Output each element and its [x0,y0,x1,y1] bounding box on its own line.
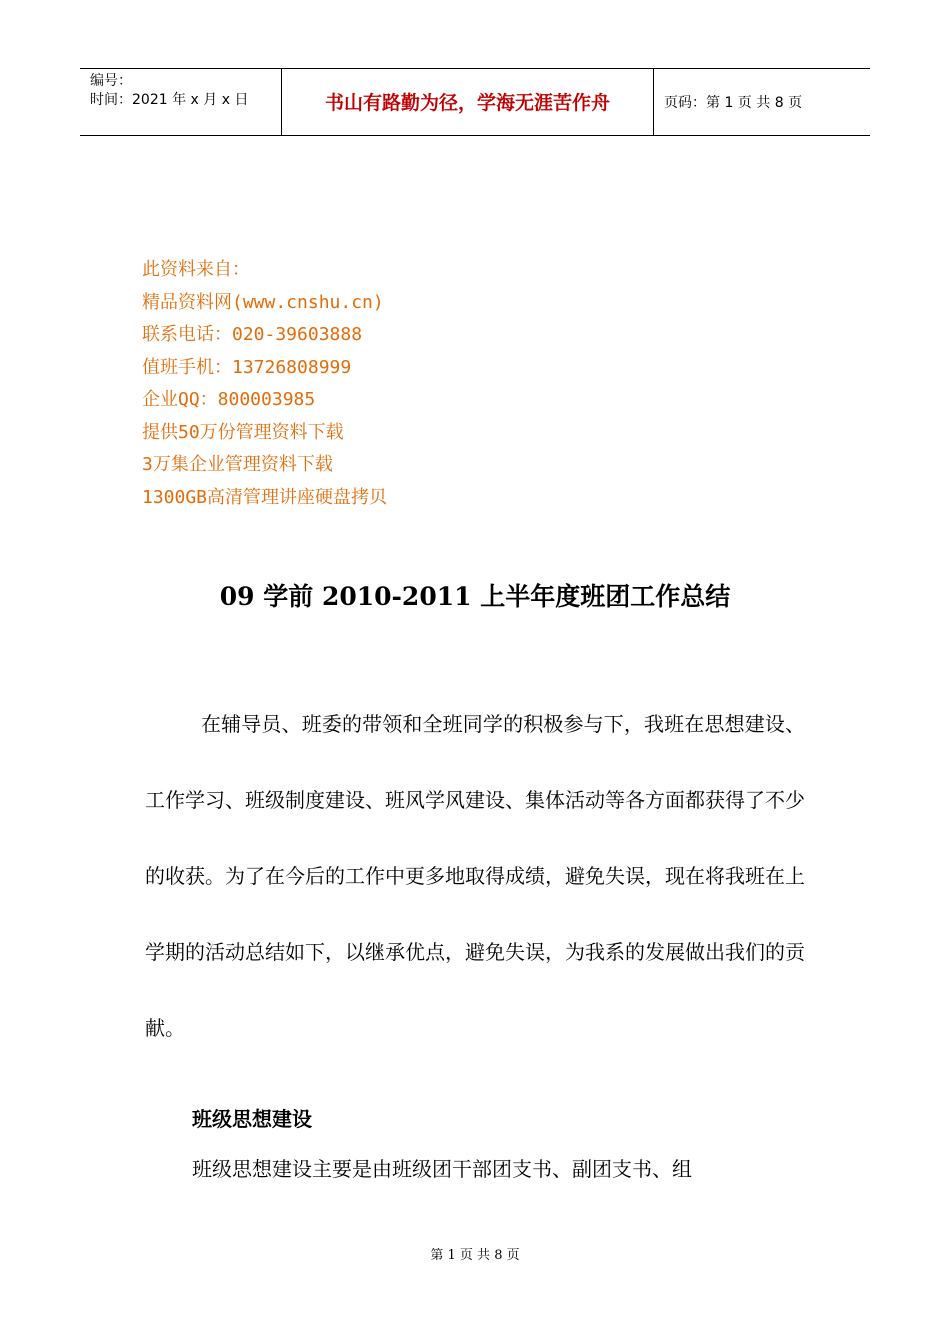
section-heading: 班级思想建设 [192,1107,312,1131]
source-website-line: 精品资料网(www.cnshu.cn) [142,291,384,313]
source-line: 此资料来自： [142,259,250,280]
page-footer: 第 1 页 共 8 页 [430,1248,520,1263]
source-mobile-line: 值班手机：13726808999 [142,356,352,378]
serial-number-label: 编号： [90,73,132,89]
source-offer-line: 3万集企业管理资料下载 [142,454,333,475]
header-page-cell [654,69,870,135]
header-meta-cell [80,69,281,135]
header-motto-cell [281,69,654,135]
document-header [80,68,870,136]
intro-paragraph: 在辅导员、班委的带领和全班同学的积极参与下，我班在思想建设、工作学习、班级制度建设、班风学风建设、集体活动等各方面都获得了不少的收获。为了在今后的工作中更多地取得成绩，避免失误，现在将我班在上学期的活动总结如下，以继承优点，避免失误，为我系的发展做出我们的贡献。 [145,712,805,1040]
header-page-info: 页码：第 1 页 共 8 页 [664,95,803,111]
source-offer-line: 1300GB高清管理讲座硬盘拷贝 [142,486,388,508]
motto-text: 书山有路勤为径，学海无涯苦作舟 [324,92,610,114]
date-label: 时间：2021 年 x 月 x 日 [90,92,249,108]
source-qq-line: 企业QQ：800003985 [142,389,316,410]
source-offer-line: 提供50万份管理资料下载 [142,421,344,443]
section-paragraph: 班级思想建设主要是由班级团干部团支书、副团支书、组 [192,1157,692,1181]
source-phone-line: 联系电话：020-39603888 [142,324,363,345]
document-title: 09 学前 2010-2011 上半年度班团工作总结 [219,582,731,611]
source-info-block [142,254,387,514]
